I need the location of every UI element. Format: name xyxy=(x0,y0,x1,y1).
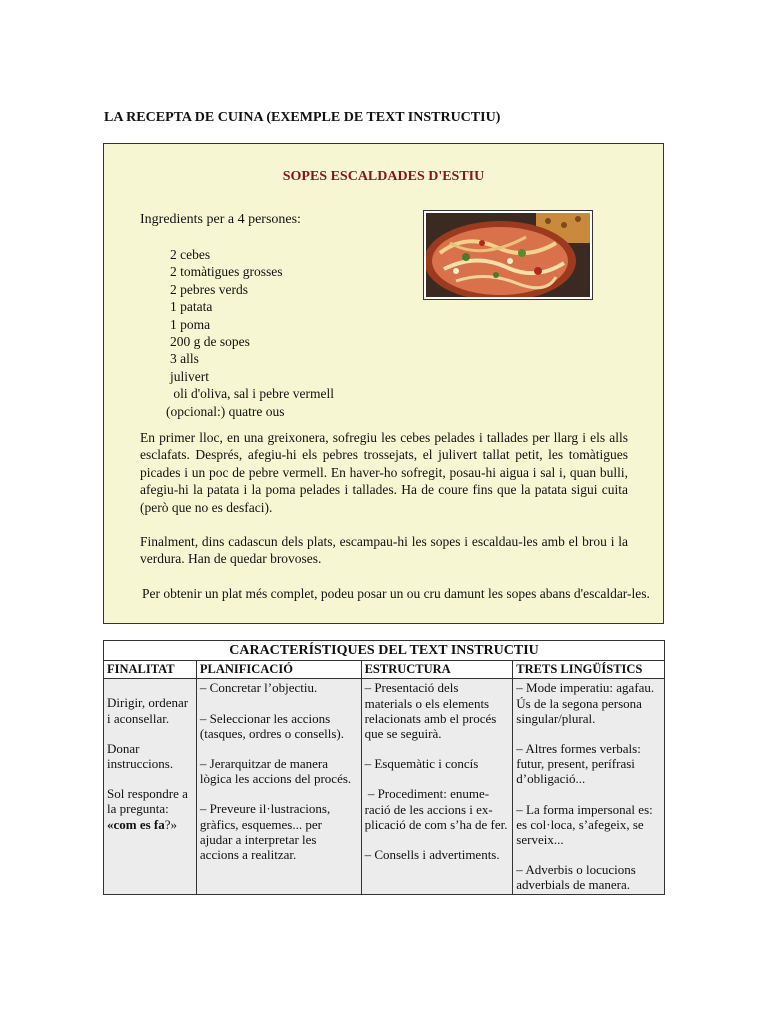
recipe-photo xyxy=(423,210,593,300)
page-heading: LA RECEPTA DE CUINA (EXEMPLE DE TEXT INSTRUCTIU) xyxy=(104,110,501,125)
ingredient-item: julivert xyxy=(170,368,209,384)
ingredient-item: oli d'oliva, sal i pebre vermell xyxy=(170,386,335,402)
ingredient-item: 2 tomàtigues grosses xyxy=(170,264,283,280)
header-trets-linguistics: TRETS LINGÜÍSTICS xyxy=(513,661,665,679)
ingredients-intro: Ingredients per a 4 persones: xyxy=(140,212,301,227)
recipe-title: SOPES ESCALDADES D'ESTIU xyxy=(282,169,485,184)
table-row xyxy=(104,679,665,894)
ingredient-item: 1 patata xyxy=(170,299,213,315)
finalitat-item: Sol respondre a la pregunta: xyxy=(107,786,188,817)
ingredient-list xyxy=(166,246,335,420)
trets-item: – Altres formes verbals: futur, present, perífrasi d’obligació... xyxy=(516,741,641,787)
recipe-step-1: En primer lloc, en una greixonera, sofregiu les cebes pelades i tallades per llarg i els alls esclafats. Després, afegiu-hi els pebres trossejats, el julivert tallat petit, les tomàtigues picades i un poc de pebre vermell. En haver-ho sofregit, posau-hi aigua i sal i, quan bulli, afegiu-hi la patata i la poma pelades i tallades. Ha de coure fins que la patata sigui cuita (però que no es desfaci). xyxy=(140,430,628,515)
table-caption: CARACTERÍSTIQUES DEL TEXT INSTRUCTIU xyxy=(104,641,665,661)
header-planificacio: PLANIFICACIÓ xyxy=(196,661,361,679)
trets-cell xyxy=(513,679,665,894)
recipe-step-2: Finalment, dins cadascun dels plats, escampau-hi les sopes i escaldau-les amb el brou i la verdura. Han de quedar brovoses. xyxy=(140,534,628,567)
finalitat-cell xyxy=(104,679,197,894)
planificacio-item: – Concretar l’objectiu. xyxy=(199,680,318,696)
table-caption-row xyxy=(104,641,665,661)
finalitat-item: Dirigir, ordenar i aconsellar. xyxy=(107,695,189,726)
finalitat-close-quote: ?» xyxy=(164,816,178,832)
planificacio-cell xyxy=(196,679,361,894)
trets-item: – Mode imperatiu: agafau. Ús de la segona persona singular/plural. xyxy=(516,680,655,726)
estructura-item: – Presentació dels materials o els elements relacionats amb el procés que se seguirà. xyxy=(364,680,497,742)
features-table xyxy=(103,640,665,895)
header-finalitat: FINALITAT xyxy=(104,661,197,679)
estructura-item: – Esquemàtic i concís xyxy=(364,756,479,772)
trets-item: – Adverbis o locucions adverbials de manera. xyxy=(516,862,636,893)
estructura-item: – Consells i advertiments. xyxy=(364,847,500,863)
trets-item: – La forma impersonal es: es col·loca, s’afegeix, se serveix... xyxy=(516,801,653,848)
ingredient-item: 1 poma xyxy=(170,316,211,332)
table-header-row xyxy=(104,661,665,679)
finalitat-item: Donar instruccions. xyxy=(107,740,174,772)
recipe-tip: Per obtenir un plat més complet, podeu posar un ou cru damunt les sopes abans d'escaldar-les. xyxy=(142,586,650,601)
ingredient-item: 3 alls xyxy=(170,351,199,367)
ingredient-item: 2 pebres verds xyxy=(170,281,248,297)
planificacio-item: – Seleccionar les accions (tasques, ordres o consells). xyxy=(199,710,344,741)
finalitat-open-quote: « xyxy=(107,816,114,832)
food-photo-icon xyxy=(426,213,590,297)
estructura-item: – Procediment: enume-ració de les accions i ex-plicació de com s’ha de fer. xyxy=(364,786,508,832)
ingredient-item: (opcional:) quatre ous xyxy=(166,403,285,419)
ingredient-item: 200 g de sopes xyxy=(170,334,250,350)
planificacio-item: – Jerarquitzar de manera lògica les accions del procés. xyxy=(199,756,352,787)
planificacio-item: – Preveure il·lustracions, gràfics, esquemes... per ajudar a interpretar les accions a realitzar. xyxy=(199,801,331,863)
header-estructura: ESTRUCTURA xyxy=(361,661,513,679)
ingredient-item: 2 cebes xyxy=(170,247,211,262)
estructura-cell xyxy=(361,679,513,894)
recipe-box xyxy=(103,143,664,624)
finalitat-key-question: com es fa xyxy=(113,816,165,832)
